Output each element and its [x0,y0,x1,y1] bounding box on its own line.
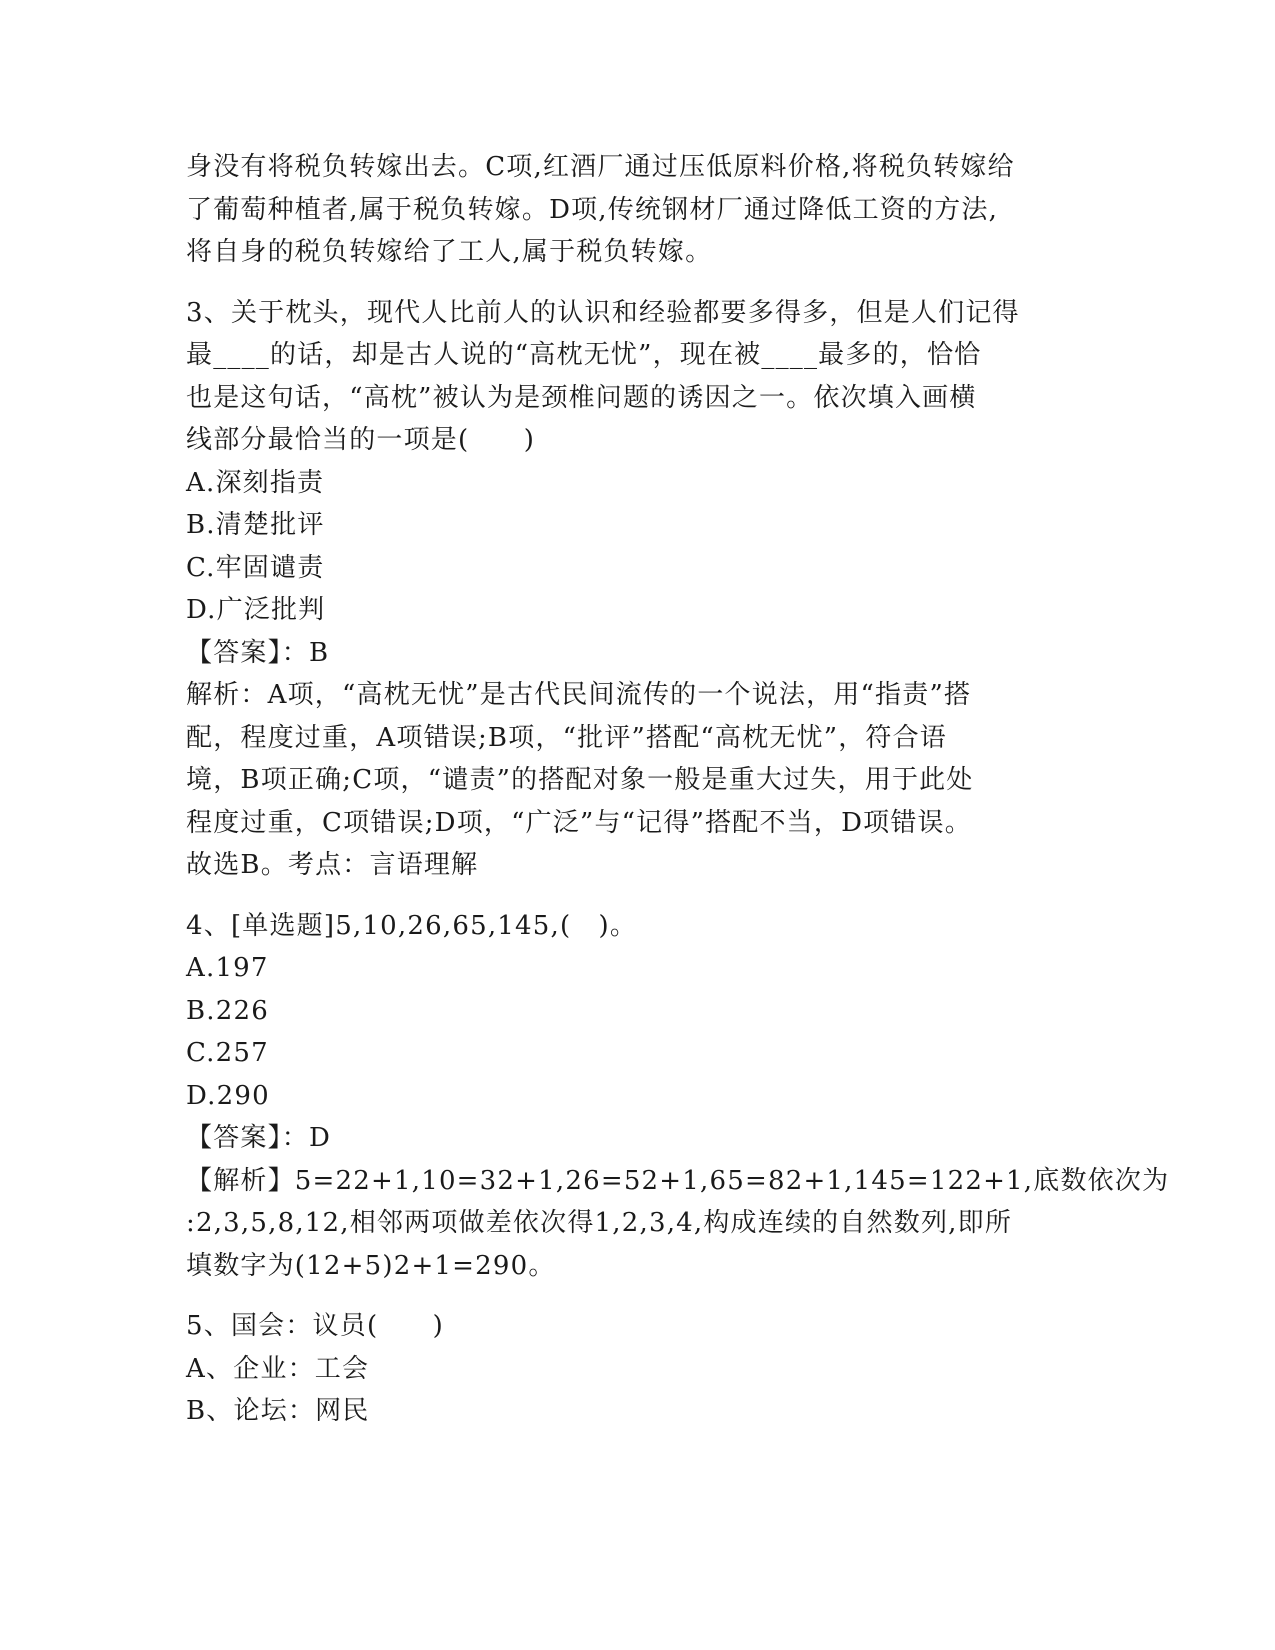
option-b: B.226 [186,995,269,1026]
text-line: 了葡萄种植者,属于税负转嫁。D项,传统钢材厂通过降低工资的方法, [186,194,999,225]
option-list [186,947,1086,1117]
analysis-paragraph [186,674,1086,887]
document-page [186,146,1170,1433]
option-a: A.197 [186,953,269,983]
text-line: 线部分最恰当的一项是( ) [186,425,536,455]
option-b: B.清楚批评 [186,510,325,540]
text-line: 境，B项正确;C项，“谴责”的搭配对象一般是重大过失，用于此处 [186,765,974,795]
question-stem: 5、国会：议员( ) [186,1311,445,1341]
text-line: 身没有将税负转嫁出去。C项,红酒厂通过压低原料价格,将税负转嫁给 [186,152,1015,182]
text-line: 将自身的税负转嫁给了工人,属于税负转嫁。 [186,237,713,267]
option-a: A.深刻指责 [186,467,325,498]
question-5 [186,1305,1086,1433]
analysis-paragraph [186,1160,1170,1288]
text-line: 也是这句话，“高枕”被认为是颈椎问题的诱因之一。依次填入画横 [186,382,977,413]
text-line: 故选B。考点：言语理解 [186,850,479,880]
answer-line: 【答案】：D [186,1123,332,1153]
question-4 [186,905,1170,1288]
question-stem: 4、[单选题]5,10,26,65,145,( )。 [186,910,638,941]
option-c: C.257 [186,1038,269,1068]
text-line: 填数字为(12+5)2+1=290。 [186,1250,556,1281]
text-line: 【解析】5=22+1,10=32+1,26=52+1,65=82+1,145=122+1,底数依次为 [186,1165,1170,1196]
option-list [186,1348,1086,1433]
option-a: A、企业：工会 [186,1353,370,1384]
option-d: D.290 [186,1080,270,1111]
text-line: 程度过重，C项错误;D项，“广泛”与“记得”搭配不当，D项错误。 [186,807,972,838]
text-line: 解析：A项，“高枕无忧”是古代民间流传的一个说法，用“指责”搭 [186,680,972,710]
question-3 [186,292,1086,887]
intro-paragraph [186,146,1086,274]
answer-line: 【答案】：B [186,637,330,668]
text-line: 配，程度过重，A项错误;B项，“批评”搭配“高枕无忧”，符合语 [186,722,948,753]
option-b: B、论坛：网民 [186,1396,370,1426]
text-line: 3、关于枕头，现代人比前人的认识和经验都要多得多，但是人们记得 [186,297,1020,328]
text-line: 最____的话，却是古人说的“高枕无忧”，现在被____最多的，恰恰 [186,340,982,370]
question-stem [186,292,1086,462]
option-d: D.广泛批判 [186,595,326,625]
option-list [186,462,1086,632]
option-c: C.牢固谴责 [186,552,325,583]
text-line: :2,3,5,8,12,相邻两项做差依次得1,2,3,4,构成连续的自然数列,即所 [186,1208,1013,1238]
